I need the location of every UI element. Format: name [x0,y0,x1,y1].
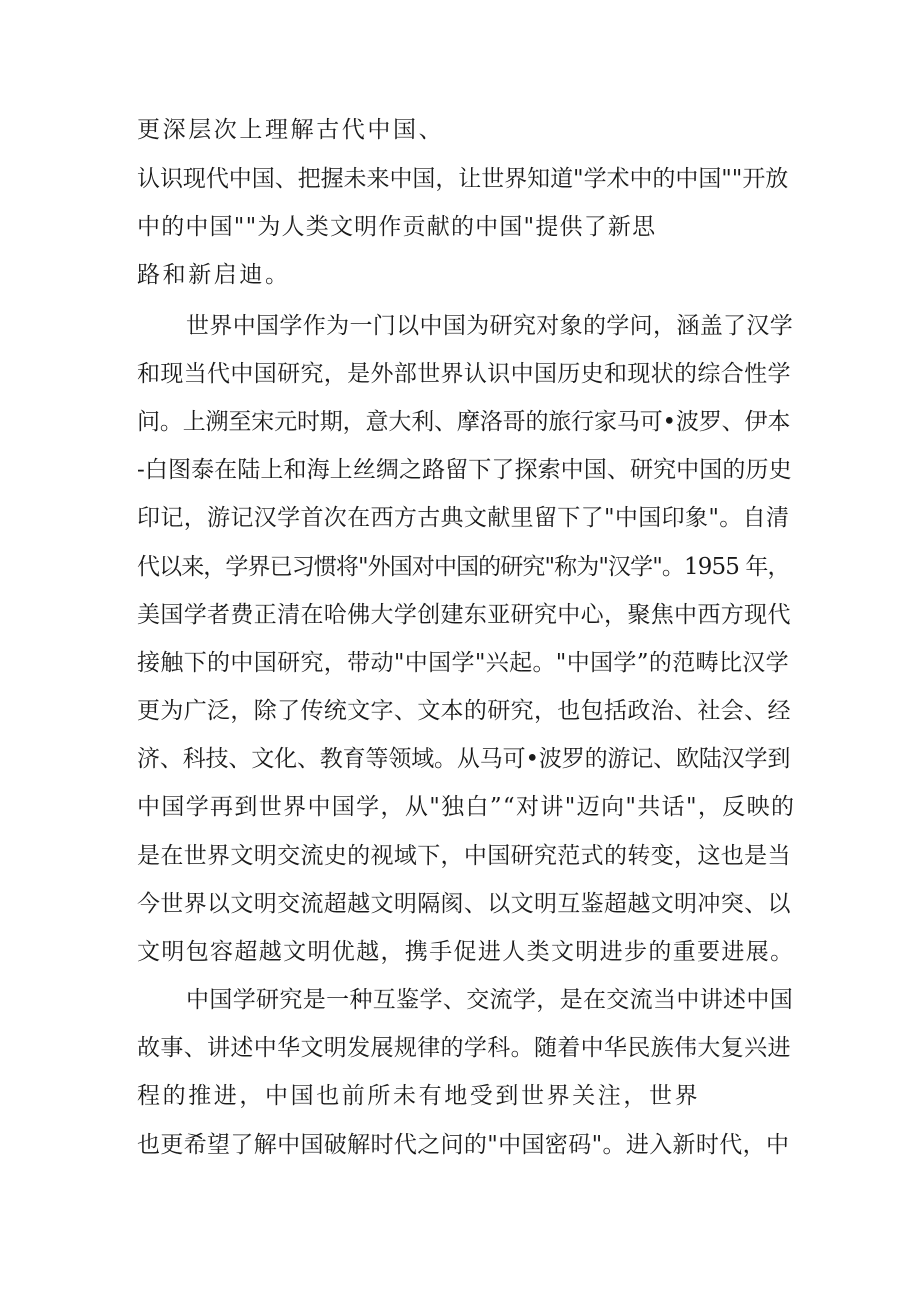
text-line: 问。上溯至宋元时期，意大利、摩洛哥的旅行家马可•波罗、伊本 [137,409,791,435]
text-line: 更为广泛，除了传统文字、文本的研究，也包括政治、社会、经 [137,698,791,724]
text-line: 今世界以文明交流超越文明隔阂、以文明互鉴超越文明冲突、以 [137,891,791,917]
text-line: 也更希望了解中国破解时代之问的"中国密码"。进入新时代，中 [137,1132,790,1158]
text-line: 济、科技、文化、教育等领域。从马可•波罗的游记、欧陆汉学到 [137,746,791,772]
text-line: 更深层次上理解古代中国、 [137,117,445,143]
text-line: 中国学再到世界中国学，从"独白”“对讲"迈向"共话"，反映的 [137,794,796,820]
text-line: 美国学者费正清在哈佛大学创建东亚研究中心，聚焦中西方现代 [137,602,791,628]
text-line: 中的中国""为人类文明作贡献的中国"提供了新思 [137,214,657,240]
text-line: 文明包容超越文明优越，携手促进人类文明进步的重要进展。 [137,939,795,965]
text-line: 路和新启迪。 [137,262,291,288]
text-line: 程的推进，中国也前所未有地受到世界关注，世界 [137,1083,701,1109]
text-line: 印记，游记汉学首次在西方古典文献里留下了"中国印象"。自清 [137,505,790,531]
text-line: 接触下的中国研究，带动"中国学"兴起。"中国学”的范畴比汉学 [137,650,789,676]
text-line: -白图泰在陆上和海上丝绸之路留下了探索中国、研究中国的历史 [137,457,792,483]
text-line: 故事、讲述中华文明发展规律的学科。随着中华民族伟大复兴进 [137,1035,791,1061]
paragraph-first-line: 世界中国学作为一门以中国为研究对象的学问，涵盖了汉学 [186,313,794,339]
text-line: 认识现代中国、把握未来中国，让世界知道"学术中的中国""开放 [137,166,789,192]
text-line: 是在世界文明交流史的视域下，中国研究范式的转变，这也是当 [137,843,791,869]
paragraph-first-line: 中国学研究是一种互鉴学、交流学，是在交流当中讲述中国 [186,987,794,1013]
text-line: 和现当代中国研究，是外部世界认识中国历史和现状的综合性学 [137,361,791,387]
text-line: 代以来，学界已习惯将"外国对中国的研究"称为"汉学"。1955 年， [137,554,790,580]
